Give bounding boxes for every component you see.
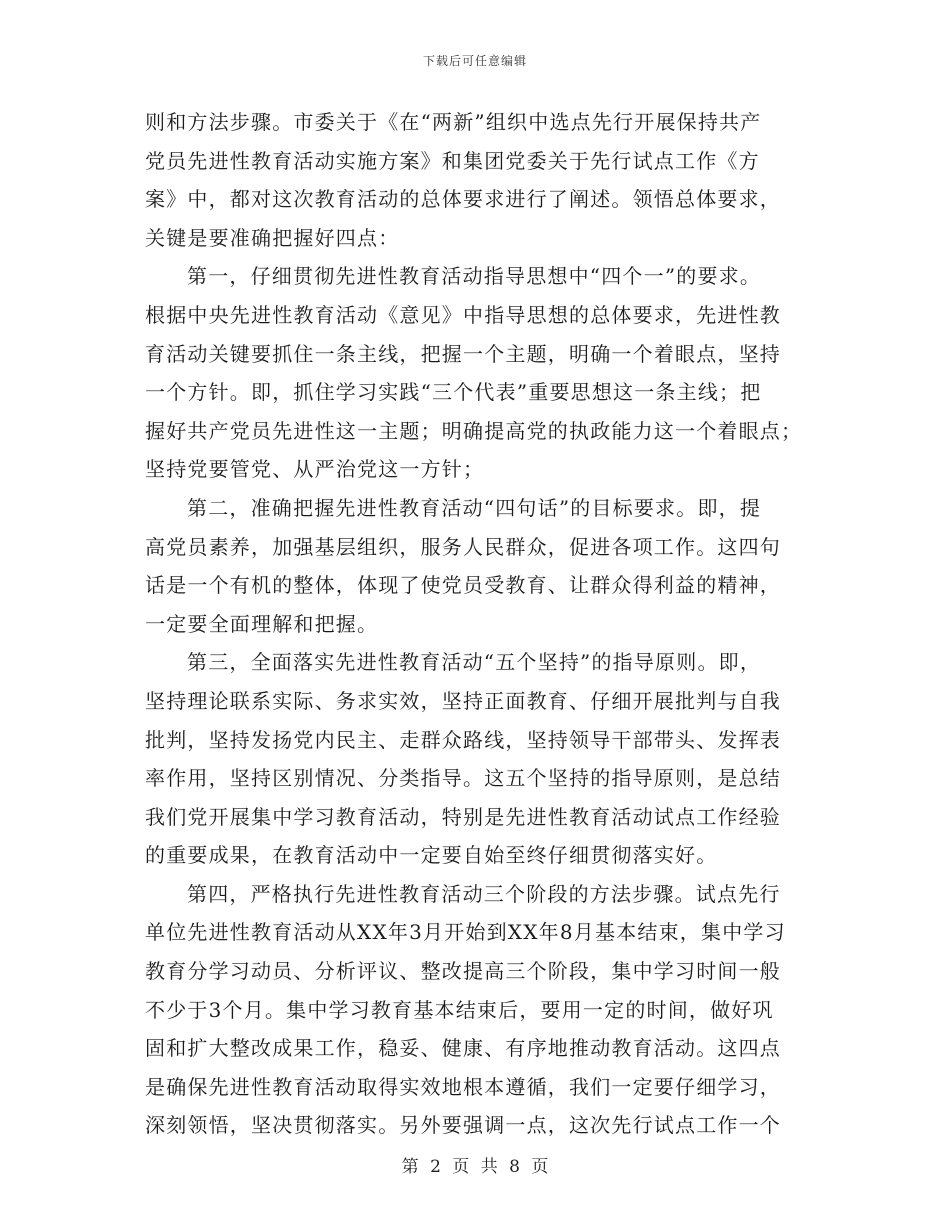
text-line: 话是一个有机的整体，体现了使党员受教育、让群众得利益的精神， [145, 573, 781, 598]
text-line: 批判，坚持发扬党内民主、走群众路线，坚持领导干部带头、发挥表 [145, 727, 781, 752]
paragraph-first-line: 第一，仔细贯彻先进性教育活动指导思想中“四个一”的要求。 [187, 264, 762, 289]
text-line: 根据中央先进性教育活动《意见》中指导思想的总体要求，先进性教 [145, 302, 781, 327]
text-line: 深刻领悟，坚决贯彻落实。另外要强调一点，这次先行试点工作一个 [145, 1113, 781, 1138]
paragraph-first-line: 第四，严格执行先进性教育活动三个阶段的方法步骤。试点先行 [187, 881, 781, 906]
text-line: 关键是要准确把握好四点： [145, 225, 400, 250]
text-line: 一定要全面理解和把握。 [145, 611, 379, 636]
text-line: 单位先进性教育活动从XX年3月开始到XX年8月基本结束，集中学习 [145, 920, 786, 945]
text-line: 坚持党要管党、从严治党这一方针； [145, 457, 485, 482]
paragraph-first-line: 第二，准确把握先进性教育活动“四句话”的目标要求。即，提 [187, 495, 762, 520]
text-line: 育活动关键要抓住一条主线，把握一个主题，明确一个着眼点，坚持 [145, 341, 781, 366]
text-line: 握好共产党员先进性这一主题；明确提高党的执政能力这一个着眼点； [145, 418, 803, 443]
text-line: 党员先进性教育活动实施方案》和集团党委关于先行试点工作《方 [145, 148, 760, 173]
text-line: 案》中，都对这次教育活动的总体要求进行了阐述。领悟总体要求， [145, 187, 781, 212]
text-line: 高党员素养，加强基层组织，服务人民群众，促进各项工作。这四句 [145, 534, 781, 559]
text-line: 的重要成果，在教育活动中一定要自始至终仔细贯彻落实好。 [145, 843, 718, 868]
document-body [145, 103, 805, 1145]
text-line: 教育分学习动员、分析评议、整改提高三个阶段，集中学习时间一般 [145, 959, 781, 984]
text-line: 坚持理论联系实际、务求实效，坚持正面教育、仔细开展批判与自我 [145, 688, 781, 713]
paragraph-first-line: 第三，全面落实先进性教育活动“五个坚持”的指导原则。即， [187, 650, 762, 675]
page-number-footer: 第 2 页 共 8 页 [401, 1157, 549, 1177]
text-line: 是确保先进性教育活动取得实效地根本遵循，我们一定要仔细学习， [145, 1074, 781, 1099]
text-line: 一个方针。即，抓住学习实践“三个代表”重要思想这一条主线；把 [145, 380, 762, 405]
page-header-note: 下载后可任意编辑 [422, 54, 527, 68]
text-line: 不少于3个月。集中学习教育基本结束后，要用一定的时间，做好巩 [145, 997, 774, 1022]
text-line: 固和扩大整改成果工作，稳妥、健康、有序地推动教育活动。这四点 [145, 1036, 781, 1061]
text-line: 率作用，坚持区别情况、分类指导。这五个坚持的指导原则，是总结 [145, 766, 781, 791]
text-line: 则和方法步骤。市委关于《在“两新”组织中选点先行开展保持共产 [145, 110, 762, 134]
text-line: 我们党开展集中学习教育活动，特别是先进性教育活动试点工作经验 [145, 804, 781, 829]
